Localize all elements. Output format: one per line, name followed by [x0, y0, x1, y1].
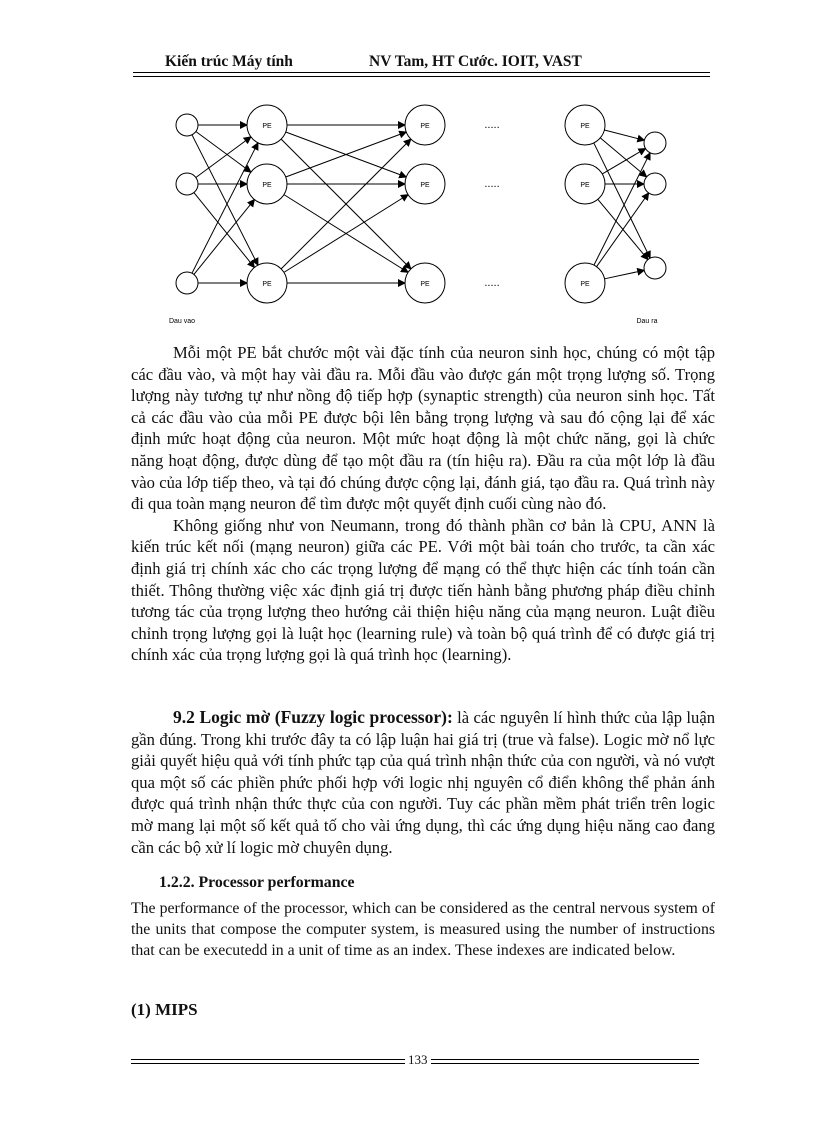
- pe-label: PE: [580, 123, 590, 130]
- paragraph-english: [131, 898, 715, 961]
- heading-mips: (1) MIPS: [131, 1000, 198, 1019]
- output-node: [644, 132, 666, 154]
- ellipsis: .....: [484, 119, 500, 131]
- pe-label: PE: [262, 123, 272, 130]
- section-fuzzy-logic: [131, 707, 715, 858]
- footer-rule-right: [431, 1059, 699, 1060]
- input-node: [176, 114, 198, 136]
- section-text: là các nguyên lí hình thức của lập luận gần đúng. Trong khi trước đây ta có lập luận hai giá trị (true và false). Logic mờ nổ lực giải quyết hiệu quả với tính phức tạp của quá trình nhận thức của con người, và nó vượt qua một số các phiền phức phối hợp với logic nhị nguyên cổ điển không thể phản ánh được quá trình nhận thức thực của con người. Tuy các phần mềm phát triển trên logic mờ mang lại một số kết quả tố cho vài ứng dụng, thì các ứng dụng hiệu năng cao đang cần các bộ xử lí logic mờ chuyên dụng.: [131, 708, 715, 857]
- edge-pe-output: [597, 193, 649, 267]
- paragraph-pe-description: [131, 342, 715, 666]
- header-rule: [133, 72, 710, 73]
- edge-pe-output: [604, 130, 644, 140]
- paragraph-1: Mỗi một PE bắt chước một vài đặc tính của neuron sinh học, chúng có một tập các đầu vào, và một hay vài đầu ra. Mỗi đầu vào được gán một trọng lượng số. Trọng lượng này tương tự như nồng độ tiếp hợp (synaptic strength) của neuron sinh học. Tất cả các đầu vào của mỗi PE được bội lên bằng trọng lượng và sau đó cộng lại để xác định mức hoạt động của neuron. Một mức hoạt động là một chức năng, gọi là chức năng hoạt động, được dùng để tạo một đầu ra (tín hiệu ra). Đầu ra của một lớp là đầu vào của lớp tiếp theo, và tại đó chúng được cộng lại, đánh giá, tạo đầu ra. Quá trình này đi qua toàn mạng neuron để tìm được một quyết định cuối cùng nào đó.: [131, 343, 715, 514]
- pe-label: PE: [420, 182, 430, 189]
- edge-pe-output: [594, 153, 650, 265]
- edge-input-pe: [194, 193, 255, 268]
- edge-input-pe: [196, 132, 251, 173]
- paragraph-3: [131, 707, 715, 858]
- header-title: Kiến trúc Máy tính: [165, 53, 293, 70]
- edge-input-pe: [196, 137, 251, 178]
- output-node: [644, 173, 666, 195]
- page-footer: [131, 1052, 701, 1072]
- pe-label: PE: [580, 182, 590, 189]
- ellipsis: .....: [484, 178, 500, 190]
- edge-pe-output: [594, 143, 650, 258]
- footer-rule-left-double: [131, 1063, 405, 1064]
- page-number: 133: [408, 1052, 428, 1067]
- section-heading: 9.2 Logic mờ (Fuzzy logic processor):: [173, 707, 453, 727]
- input-node: [176, 173, 198, 195]
- edge-pe-output: [605, 270, 645, 279]
- pe-label: PE: [580, 281, 590, 288]
- header-rule-double: [133, 76, 710, 77]
- edge-input-pe: [192, 135, 258, 265]
- pe-label: PE: [262, 182, 272, 189]
- output-node: [644, 257, 666, 279]
- edge-input-pe: [194, 200, 255, 275]
- footer-rule-right-double: [431, 1063, 699, 1064]
- input-node: [176, 272, 198, 294]
- output-label: Dau ra: [636, 318, 658, 325]
- neural-network-diagram: [160, 96, 680, 332]
- paragraph-2: Không giống như von Neumann, trong đó thành phần cơ bản là CPU, ANN là kiến trúc kết nối (mạng neuron) giữa các PE. Với một bài toán cho trước, ta cần xác định giá trị chính xác cho các trọng lượng để mạng có thể thực hiện các tính toán cần thiết. Thông thường việc xác định giá trị được tiến hành bằng phương pháp điều chỉnh tương tác của trọng lượng theo hướng cải thiện hiệu năng của mạng neuron. Luật điều chỉnh trọng lượng gọi là luật học (learning rule) và toàn bộ quá trình để có được giá trị chính xác của trọng lượng gọi là quá trình học (learning).: [131, 515, 715, 665]
- subheading-processor-performance: 1.2.2. Processor performance: [159, 874, 355, 891]
- footer-rule-left: [131, 1059, 405, 1060]
- pe-label: PE: [420, 281, 430, 288]
- pe-label: PE: [262, 281, 272, 288]
- pe-label: PE: [420, 123, 430, 130]
- paragraph-4: The performance of the processor, which can be considered as the central nervous system of the units that compose the computer system, is measured using the number of instructions that can be executedd in a unit of time as an index. These indexes are indicated below.: [131, 900, 715, 959]
- input-label: Dau vao: [168, 318, 196, 325]
- ellipsis: .....: [484, 277, 500, 289]
- header-authors: NV Tam, HT Cước. IOIT, VAST: [369, 53, 582, 70]
